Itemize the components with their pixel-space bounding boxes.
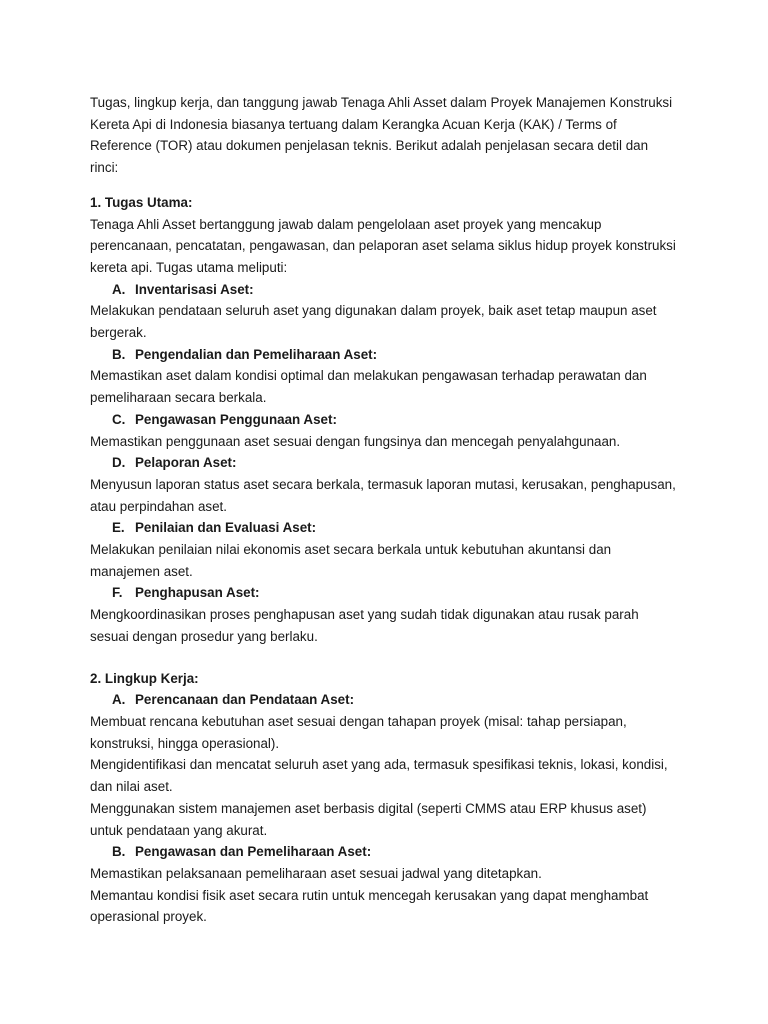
section-1-item-d-heading [90, 452, 678, 474]
section-1-item-f-heading [90, 582, 678, 604]
section-2-item-b-body-2: Memantau kondisi fisik aset secara rutin untuk mencegah kerusakan yang dapat menghambat operasional proyek. [90, 887, 649, 925]
section-1-item-b-heading [90, 344, 678, 366]
intro-paragraph: Tugas, lingkup kerja, dan tanggung jawab Tenaga Ahli Asset dalam Proyek Manajemen Konstruksi Kereta Api di Indonesia biasanya tertuang dalam Kerangka Acuan Kerja (KAK) / Terms of Reference (TOR) atau dokumen penjelasan teknis. Berikut adalah penjelasan secara detil dan rinci: [90, 95, 673, 176]
section-1-item-b-body: Memastikan aset dalam kondisi optimal dan melakukan pengawasan terhadap perawatan dan pemeliharaan secara berkala. [90, 368, 647, 406]
section-1-description: Tenaga Ahli Asset bertanggung jawab dalam pengelolaan aset proyek yang mencakup perencanaan, pencatatan, pengawasan, dan pelaporan aset selama siklus hidup proyek konstruksi kereta api. Tugas utama meliputi: [90, 216, 676, 275]
section-1-item-e-heading [90, 517, 678, 539]
item-letter: D. [112, 455, 126, 471]
item-title: Penilaian dan Evaluasi Aset: [135, 520, 317, 536]
item-title: Pengawasan Penggunaan Aset: [135, 411, 337, 427]
section-1-item-f-body: Mengkoordinasikan proses penghapusan aset yang sudah tidak digunakan atau rusak parah sesuai dengan prosedur yang berlaku. [90, 607, 639, 644]
section-1-item-a-heading [90, 279, 678, 301]
item-letter: B. [112, 346, 126, 362]
item-letter: A. [112, 692, 126, 708]
item-letter: E. [112, 520, 125, 536]
section-1-item-d-body: Menyusun laporan status aset secara berkala, termasuk laporan mutasi, kerusakan, penghapusan, atau perpindahan aset. [90, 476, 676, 514]
item-title: Perencanaan dan Pendataan Aset: [135, 692, 355, 708]
section-1-item-a-body: Melakukan pendataan seluruh aset yang digunakan dalam proyek, baik aset tetap maupun aset bergerak. [90, 303, 657, 341]
item-letter: F. [112, 585, 123, 601]
item-letter: C. [112, 411, 126, 427]
item-title: Pelaporan Aset: [135, 455, 237, 471]
item-title: Penghapusan Aset: [135, 585, 260, 601]
item-letter: B. [112, 844, 126, 860]
section-2-item-a-body-3: Menggunakan sistem manajemen aset berbasis digital (seperti CMMS atau ERP khusus aset) untuk pendataan yang akurat. [90, 800, 647, 838]
section-2-item-a-body-1: Membuat rencana kebutuhan aset sesuai dengan tahapan proyek (misal: tahap persiapan, konstruksi, hingga operasional). [90, 713, 627, 751]
section-1-item-e-body: Melakukan penilaian nilai ekonomis aset secara berkala untuk kebutuhan akuntansi dan manajemen aset. [90, 542, 612, 579]
item-title: Pengendalian dan Pemeliharaan Aset: [135, 346, 378, 362]
section-1-item-c-body: Memastikan penggunaan aset sesuai dengan fungsinya dan mencegah penyalahgunaan. [90, 433, 621, 449]
section-2-item-a-body-2: Mengidentifikasi dan mencatat seluruh aset yang ada, termasuk spesifikasi teknis, lokasi, kondisi, dan nilai aset. [90, 757, 668, 795]
section-2-item-b-body-1: Memastikan pelaksanaan pemeliharaan aset sesuai jadwal yang ditetapkan. [90, 865, 542, 881]
item-title: Inventarisasi Aset: [135, 281, 254, 297]
section-2-item-a-heading [90, 689, 678, 711]
item-letter: A. [112, 281, 126, 297]
section-1-item-c-heading [90, 409, 678, 431]
section-2-heading: 2. Lingkup Kerja: [90, 670, 199, 686]
item-title: Pengawasan dan Pemeliharaan Aset: [135, 844, 372, 860]
section-1-heading: 1. Tugas Utama: [90, 194, 193, 210]
section-2-item-b-heading [90, 841, 678, 863]
